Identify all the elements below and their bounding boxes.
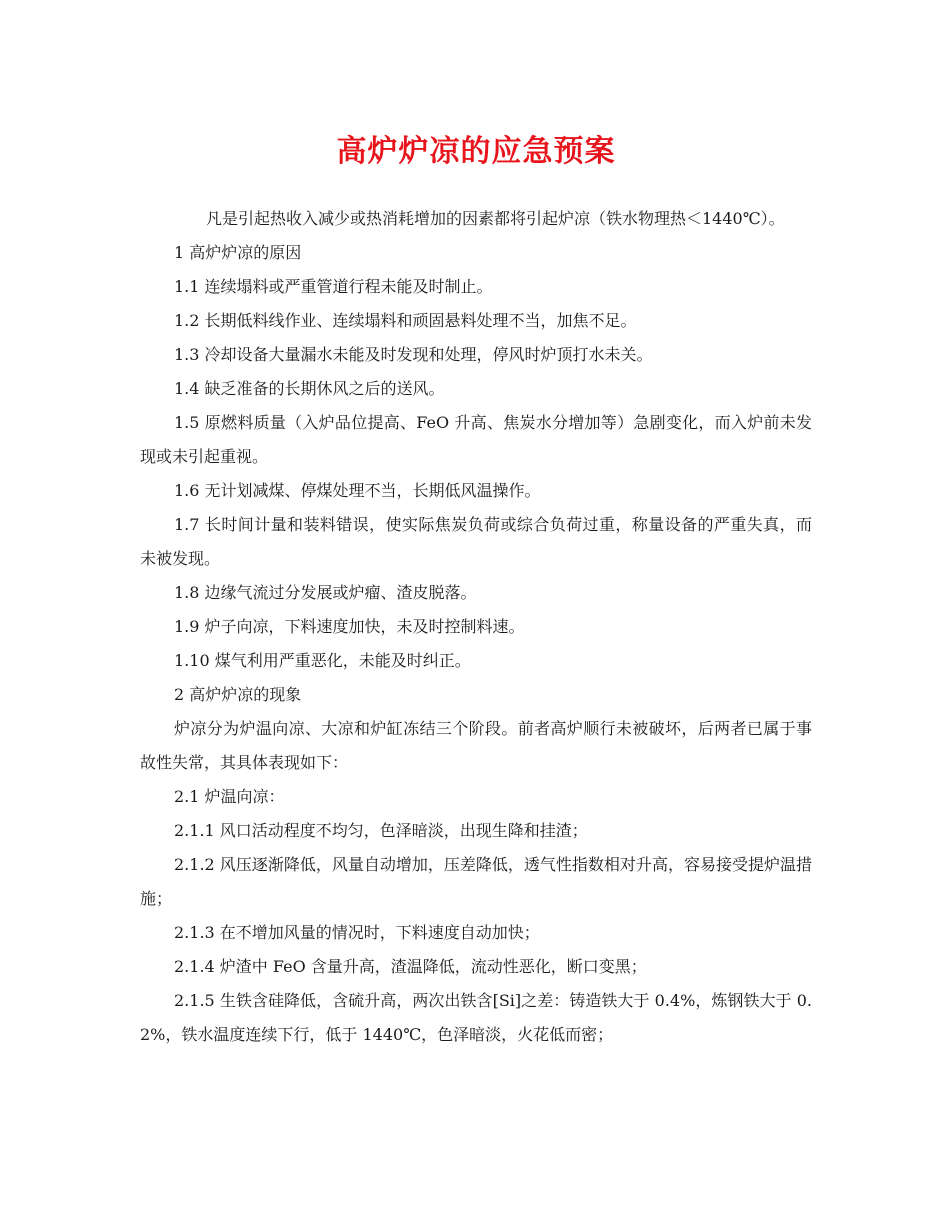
section-heading: 2 高炉炉凉的现象: [174, 685, 302, 704]
document-page: [140, 120, 812, 1052]
list-item: 1.3 冷却设备大量漏水未能及时发现和处理，停风时炉顶打水未关。: [174, 345, 653, 364]
list-item: 2.1.2 风压逐渐降低，风量自动增加，压差降低，透气性指数相对升高，容易接受提炉温措施；: [140, 855, 812, 908]
subsection-heading: 2.1 炉温向凉：: [174, 787, 285, 806]
document-title: 高炉炉凉的应急预案: [336, 134, 616, 169]
intro-paragraph: 凡是引起热收入减少或热消耗增加的因素都将引起炉凉（铁水物理热＜1440℃）。: [206, 209, 785, 228]
list-item: 2.1.4 炉渣中 FeO 含量升高，渣温降低，流动性恶化，断口变黑；: [174, 957, 647, 976]
list-item: 1.2 长期低料线作业、连续塌料和顽固悬料处理不当，加焦不足。: [174, 311, 637, 330]
list-item: 1.9 炉子向凉，下料速度加快，未及时控制料速。: [174, 617, 525, 636]
list-item: 2.1.1 风口活动程度不均匀，色泽暗淡，出现生降和挂渣；: [174, 821, 588, 840]
body-paragraph: 炉凉分为炉温向凉、大凉和炉缸冻结三个阶段。前者高炉顺行未被破坏，后两者已属于事故性失常，其具体表现如下：: [140, 719, 812, 772]
list-item: 2.1.5 生铁含硅降低，含硫升高，两次出铁含[Si]之差：铸造铁大于 0.4%，炼钢铁大于 0.2%，铁水温度连续下行，低于 1440℃，色泽暗淡，火花低而密；: [140, 991, 812, 1044]
list-item: 2.1.3 在不增加风量的情况时，下料速度自动加快；: [174, 923, 540, 942]
list-item: 1.5 原燃料质量（入炉品位提高、FeO 升高、焦炭水分增加等）急剧变化，而入炉前未发现或未引起重视。: [140, 413, 812, 466]
list-item: 1.1 连续塌料或严重管道行程未能及时制止。: [174, 277, 493, 296]
list-item: 1.7 长时间计量和装料错误，使实际焦炭负荷或综合负荷过重，称量设备的严重失真，而未被发现。: [140, 515, 812, 568]
section-heading: 1 高炉炉凉的原因: [174, 243, 302, 262]
list-item: 1.10 煤气利用严重恶化，未能及时纠正。: [174, 651, 471, 670]
list-item: 1.6 无计划减煤、停煤处理不当，长期低风温操作。: [174, 481, 541, 500]
list-item: 1.4 缺乏准备的长期休风之后的送风。: [174, 379, 445, 398]
list-item: 1.8 边缘气流过分发展或炉瘤、渣皮脱落。: [174, 583, 477, 602]
